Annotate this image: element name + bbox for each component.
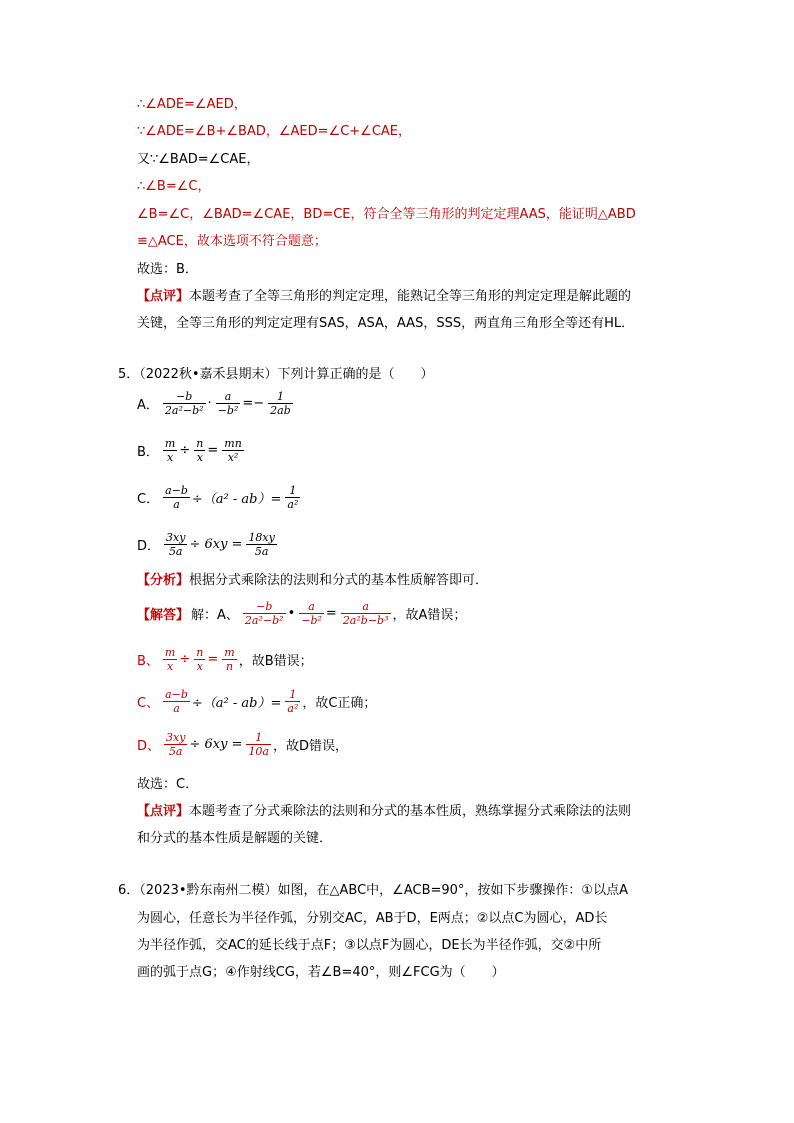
q6-line-1: 6．（2023•黔东南州二模）如图，在△ABC中，∠ACB=90°，按如下步骤操作：①以点A bbox=[118, 883, 628, 898]
q5-option-b: B． $\frac{m}{x}$ ÷ $\frac{n}{x}$ = $\frac{mn}{\text{x²}}$ bbox=[137, 437, 242, 464]
option-label: C． bbox=[137, 492, 160, 507]
analysis-tag: 【分析】 bbox=[137, 573, 190, 588]
proof-line-5: ∠B=∠C，∠BAD=∠CAE，BD=CE，符合全等三角形的判定定理AAS，能证明△ABD bbox=[137, 207, 636, 222]
proof-line-4: ∴∠B=∠C， bbox=[137, 179, 211, 194]
proof-line-1: ∴∠ADE=∠AED， bbox=[137, 97, 247, 112]
q5-solution-d: D、 $\frac{3xy}{5a}$ ÷ 6xy = $\frac{1}{10a}$ ，故D错误， bbox=[137, 731, 349, 758]
q5-solution-b: B、 $\frac{m}{x}$ ÷ $\frac{n}{x}$ = $\frac{m}{n}$ ，故B错误； bbox=[137, 646, 313, 673]
q5-option-c: C． $\frac{a-b}{a}$ ÷（a² - ab）= $\frac{1}{\text{a²}}$ bbox=[137, 484, 299, 511]
q4-choice: 故选：B． bbox=[137, 262, 198, 277]
q5-analysis bbox=[137, 572, 488, 590]
q5-stem: 5．（2022秋•嘉禾县期末）下列计算正确的是（ ） bbox=[118, 367, 434, 382]
q5-comment bbox=[137, 803, 631, 821]
q5-option-d: D． $\frac{3xy}{5a}$ ÷ 6xy = $\frac{18xy}{5a}$ bbox=[137, 531, 275, 558]
q4-comment-text-1: 本题考查了全等三角形的判定定理，能熟记全等三角形的判定定理是解此题的 bbox=[189, 289, 632, 304]
q4-comment-text-2: 关键，全等三角形的判定定理有SAS，ASA，AAS，SSS，两直角三角形全等还有HL． bbox=[137, 316, 635, 331]
proof-line-6: ≌△ACE，故本选项不符合题意； bbox=[137, 234, 327, 249]
q5-solution-c: C、 $\frac{a-b}{a}$ ÷（a² - ab）= $\frac{1}{\text{a²}}$ ，故C正确； bbox=[137, 688, 377, 715]
q5-choice: 故选：C． bbox=[137, 777, 199, 792]
proof-line-2: ∵∠ADE=∠B+∠BAD，∠AED=∠C+∠CAE， bbox=[137, 124, 412, 139]
q5-comment-text-2: 和分式的基本性质是解题的关键． bbox=[137, 831, 333, 846]
solution-tag: 【解答】 bbox=[137, 608, 190, 623]
analysis-text: 根据分式乘除法的法则和分式的基本性质解答即可． bbox=[189, 573, 489, 588]
q5-solution-a: 【解答】 解：A、 $\frac{-b}{\text{2a²−b²}}$ • $\frac{a}{\text{−b²}}$ = $\frac{a}{\text{2a²b−b³}}$ ，故A错误； bbox=[137, 600, 467, 627]
option-label: A． bbox=[137, 398, 159, 413]
option-label: B． bbox=[137, 445, 159, 460]
comment-tag: 【点评】 bbox=[137, 289, 190, 304]
q4-comment bbox=[137, 288, 631, 306]
option-label: D． bbox=[137, 539, 161, 554]
proof-line-3: 又∵∠BAD=∠CAE， bbox=[137, 152, 260, 167]
q6-line-4: 画的弧于点G；④作射线CG，若∠B=40°，则∠FCG为（ ） bbox=[137, 965, 505, 980]
q6-line-2: 为圆心，任意长为半径作弧，分别交AC，AB于D，E两点；②以点C为圆心，AD长 bbox=[137, 911, 608, 926]
comment-tag: 【点评】 bbox=[137, 804, 190, 819]
q6-line-3: 为半径作弧，交AC的延长线于点F；③以点F为圆心，DE长为半径作弧，交②中所 bbox=[137, 938, 602, 953]
q5-option-a: A． $\frac{-b}{\text{2a²−b²}}$ · $\frac{a}{\text{−b²}}$ =− $\frac{1}{2ab}$ bbox=[137, 390, 291, 417]
q5-comment-text-1: 本题考查了分式乘除法的法则和分式的基本性质，熟练掌握分式乘除法的法则 bbox=[189, 804, 632, 819]
